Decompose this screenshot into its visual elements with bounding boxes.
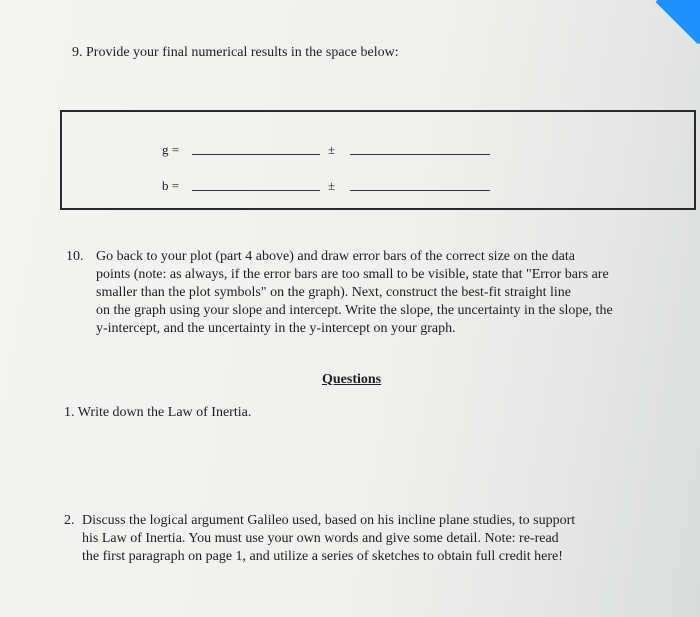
question-2-text xyxy=(82,512,624,566)
b-uncertainty-blank[interactable] xyxy=(350,190,490,191)
question-10-number: 10. xyxy=(66,249,84,264)
question-2-number: 2. xyxy=(64,513,75,528)
question-2-line: the first paragraph on page 1, and utilize a series of sketches to obtain full credit here! xyxy=(82,549,563,564)
g-value-blank[interactable] xyxy=(192,154,320,155)
question-9-number: 9. xyxy=(72,45,83,60)
question-9 xyxy=(72,44,399,62)
question-10-line: smaller than the plot symbols" on the graph). Next, construct the best-fit straight line xyxy=(96,285,572,300)
question-2-line: Discuss the logical argument Galileo used, based on his incline plane studies, to support xyxy=(82,513,576,528)
questions-heading: Questions xyxy=(322,372,382,387)
question-10-text xyxy=(96,248,666,338)
results-box xyxy=(60,110,696,210)
g-uncertainty-blank[interactable] xyxy=(350,154,490,155)
b-plus-minus: ± xyxy=(328,178,336,193)
b-label: b = xyxy=(162,178,180,193)
question-9-text: Provide your final numerical results in the space below: xyxy=(86,45,399,60)
question-10-line: y-intercept, and the uncertainty in the y-intercept on your graph. xyxy=(96,321,456,336)
question-2 xyxy=(64,512,624,566)
question-10-line: on the graph using your slope and intercept. Write the slope, the uncertainty in the slope, the xyxy=(96,303,613,318)
question-1-number: 1. xyxy=(64,405,75,420)
b-value-blank[interactable] xyxy=(192,190,320,191)
g-label: g = xyxy=(162,142,180,157)
question-10-line: Go back to your plot (part 4 above) and draw error bars of the correct size on the data xyxy=(96,249,575,264)
blue-corner-object xyxy=(656,0,700,44)
question-2-line: his Law of Inertia. You must use your own words and give some detail. Note: re-read xyxy=(82,531,559,546)
question-10 xyxy=(66,248,666,338)
question-10-line: points (note: as always, if the error bars are too small to be visible, state that "Error bars are xyxy=(96,267,609,282)
question-1 xyxy=(64,404,251,422)
g-plus-minus: ± xyxy=(328,142,336,157)
question-1-text: Write down the Law of Inertia. xyxy=(77,405,252,420)
